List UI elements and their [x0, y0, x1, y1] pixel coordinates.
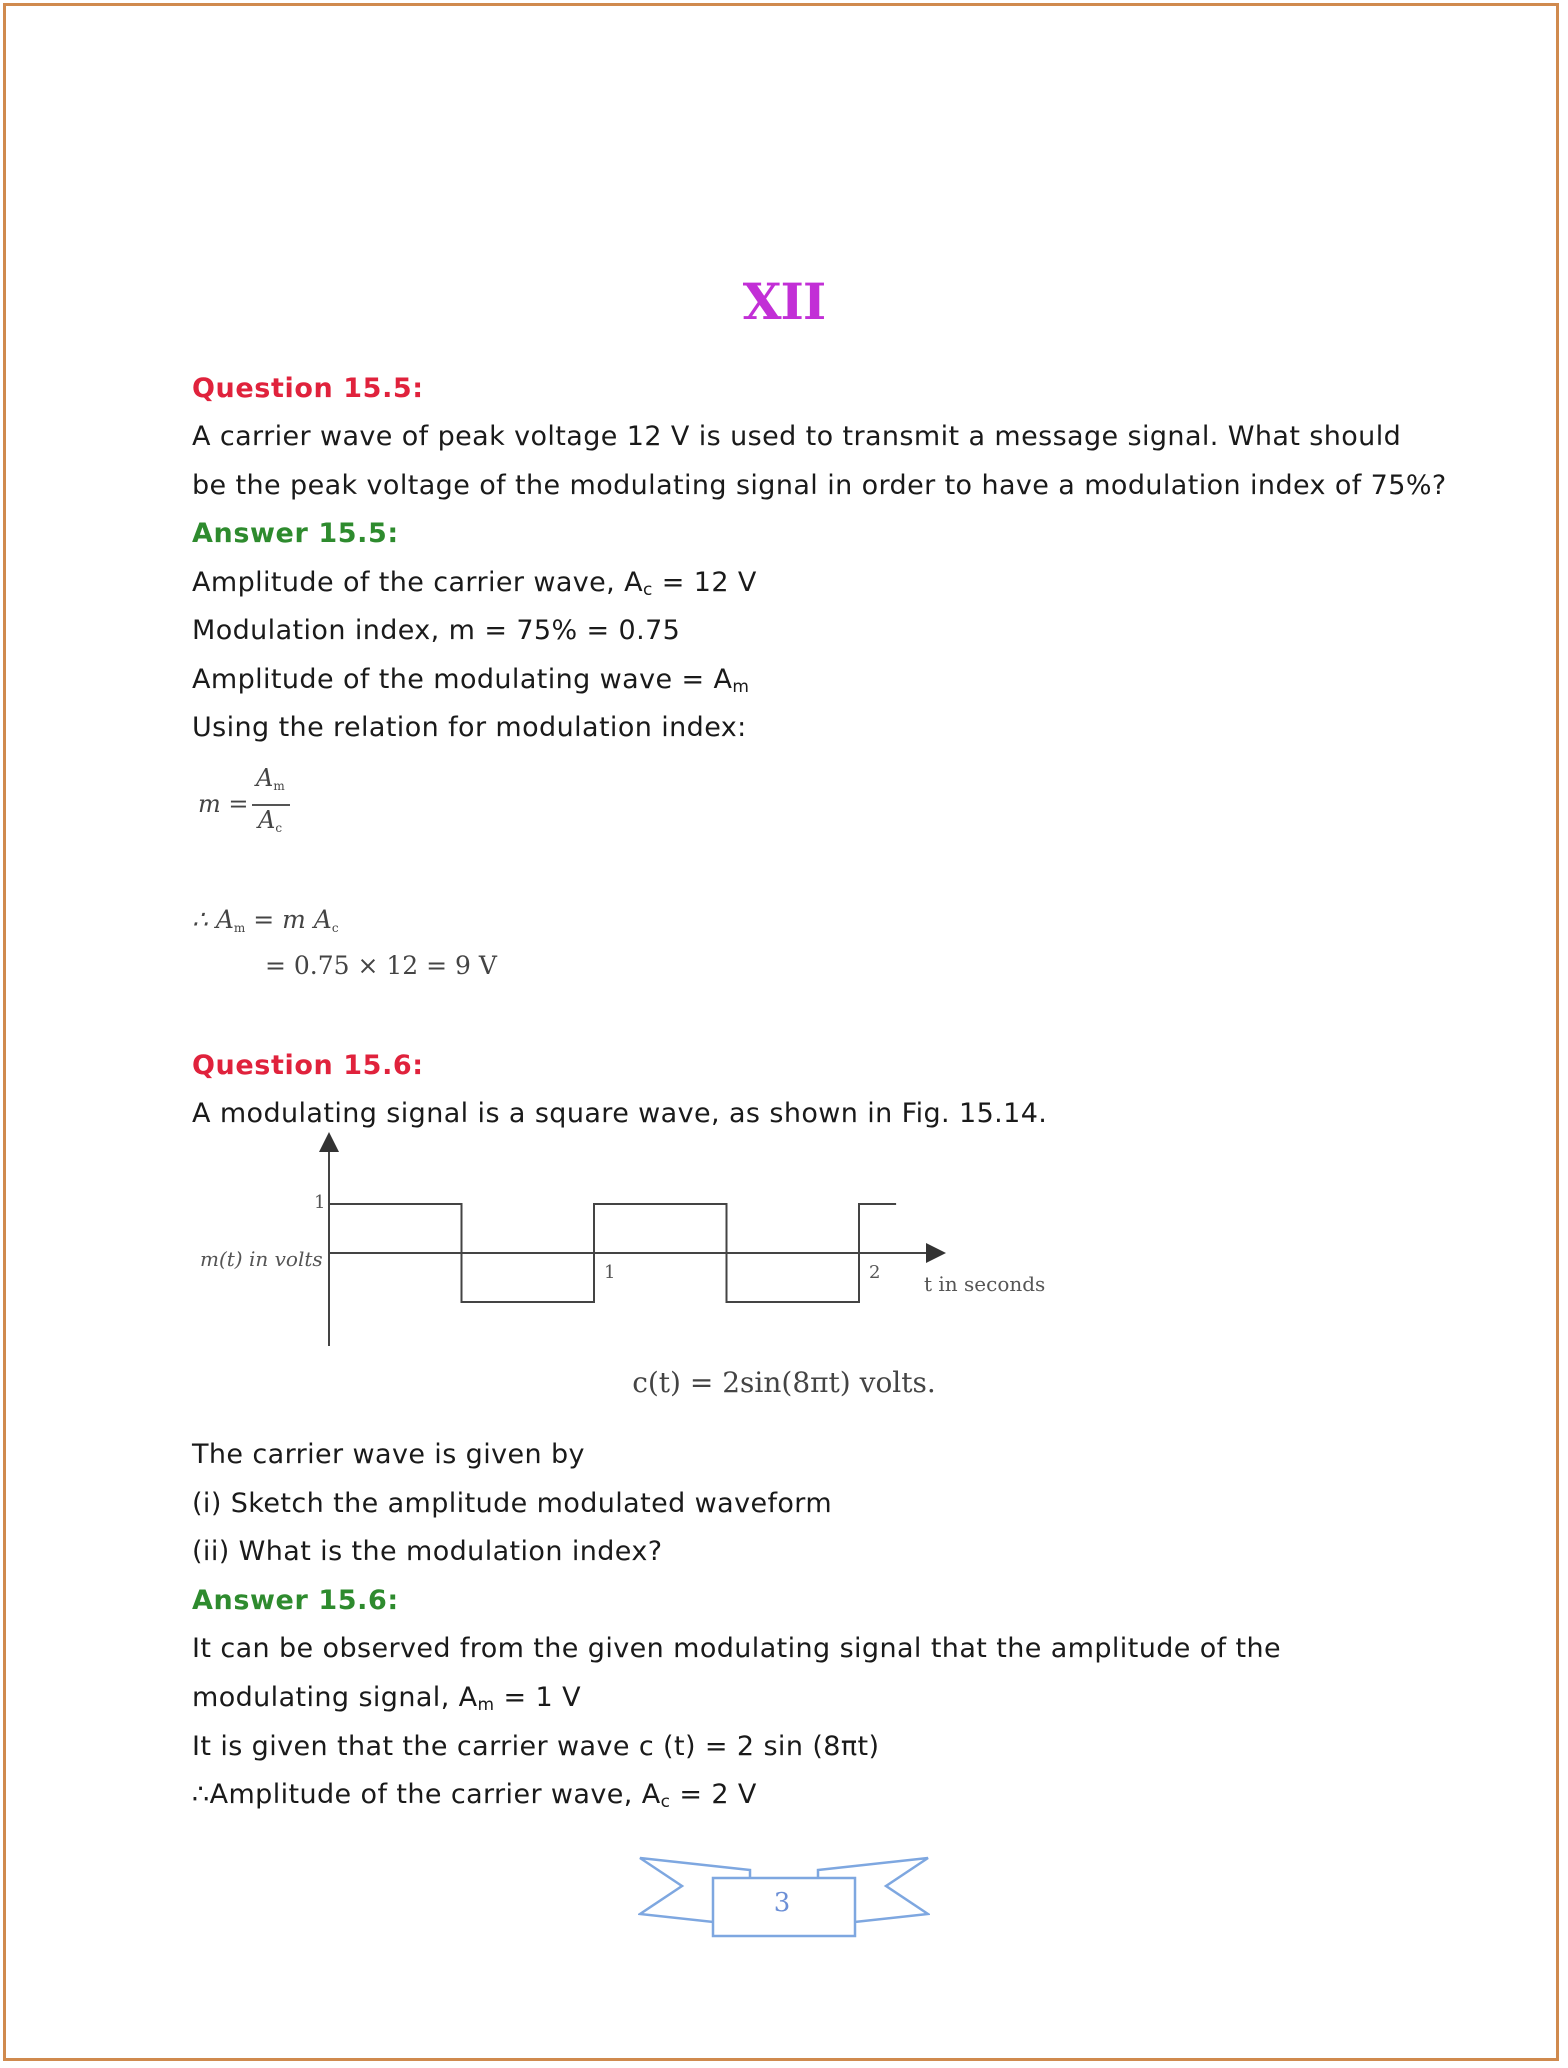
page-number: 3 — [773, 1888, 791, 1918]
answer-15-5-line4: Using the relation for modulation index: — [192, 712, 747, 743]
equation-am-rhs: = m A — [245, 905, 332, 934]
question-15-6-after-line2: (i) Sketch the amplitude modulated waveform — [192, 1488, 833, 1519]
answer-15-6-line2-prefix: modulating signal, A — [192, 1682, 478, 1713]
equation-am-symbol: A — [215, 905, 234, 934]
equation-am-rhs-sub: c — [331, 921, 339, 935]
answer-15-6-heading: Answer 15.6: — [192, 1585, 399, 1616]
answer-15-5-line3-sub: m — [732, 677, 750, 697]
modulation-index-formula — [192, 764, 302, 848]
answer-15-5-line1-prefix: Amplitude of the carrier wave, A — [192, 567, 644, 598]
equation-result: = 0.75 × 12 = 9 V — [265, 951, 497, 980]
formula-denominator-sub: c — [275, 821, 283, 835]
answer-15-5-line3 — [192, 655, 749, 704]
question-15-6-heading: Question 15.6: — [192, 1050, 424, 1081]
formula-numerator — [256, 764, 285, 792]
question-15-6-after-line1: The carrier wave is given by — [192, 1439, 585, 1470]
answer-15-6-line2-suffix: = 1 V — [494, 1682, 581, 1713]
answer-15-6-line2 — [192, 1673, 581, 1722]
carrier-formula: c(t) = 2sin(8πt) volts. — [632, 1366, 936, 1399]
question-15-6-text: A modulating signal is a square wave, as shown in Fig. 15.14. — [192, 1098, 1048, 1129]
answer-15-5-line2: Modulation index, m = 75% = 0.75 — [192, 615, 681, 646]
x-axis-label: t in seconds — [924, 1272, 1046, 1296]
y-axis-label: m(t) in volts — [200, 1247, 323, 1271]
answer-15-6-line3: It is given that the carrier wave c (t) = 2 sin (8πt) — [192, 1731, 880, 1762]
answer-15-6-line4-prefix: ∴Amplitude of the carrier wave, A — [192, 1779, 661, 1810]
answer-15-5-line1-suffix: = 12 V — [652, 567, 757, 598]
formula-denominator-symbol: A — [258, 806, 276, 834]
answer-15-6-line1: It can be observed from the given modulating signal that the amplitude of the — [192, 1633, 1282, 1664]
therefore-symbol: ∴ — [192, 905, 216, 934]
question-15-5-text-line1: A carrier wave of peak voltage 12 V is used to transmit a message signal. What should — [192, 421, 1402, 452]
answer-15-5-heading: Answer 15.5: — [192, 518, 399, 549]
formula-numerator-symbol: A — [256, 764, 274, 792]
y-tick-1: 1 — [314, 1192, 326, 1213]
answer-15-5-line1 — [192, 558, 757, 607]
formula-denominator — [258, 806, 282, 834]
question-15-6-after-line3: (ii) What is the modulation index? — [192, 1536, 663, 1567]
class-label: XII — [742, 272, 826, 331]
answer-15-6-line2-sub: m — [477, 1695, 495, 1715]
answer-15-6-line4-sub: c — [660, 1792, 671, 1812]
answer-15-5-line1-sub: c — [643, 580, 653, 600]
question-15-5-heading: Question 15.5: — [192, 373, 424, 404]
answer-15-6-line4 — [192, 1770, 757, 1819]
equation-am — [192, 900, 339, 940]
answer-15-5-line3-prefix: Amplitude of the modulating wave = A — [192, 664, 733, 695]
equation-am-sub: m — [233, 921, 246, 935]
formula-numerator-sub: m — [273, 779, 285, 793]
answer-15-6-line4-suffix: = 2 V — [670, 1779, 757, 1810]
x-tick-2: 2 — [869, 1262, 881, 1283]
x-tick-1: 1 — [604, 1262, 616, 1283]
formula-lhs: m = — [198, 790, 249, 818]
question-15-5-text-line2: be the peak voltage of the modulating signal in order to have a modulation index of 75%? — [192, 470, 1447, 501]
